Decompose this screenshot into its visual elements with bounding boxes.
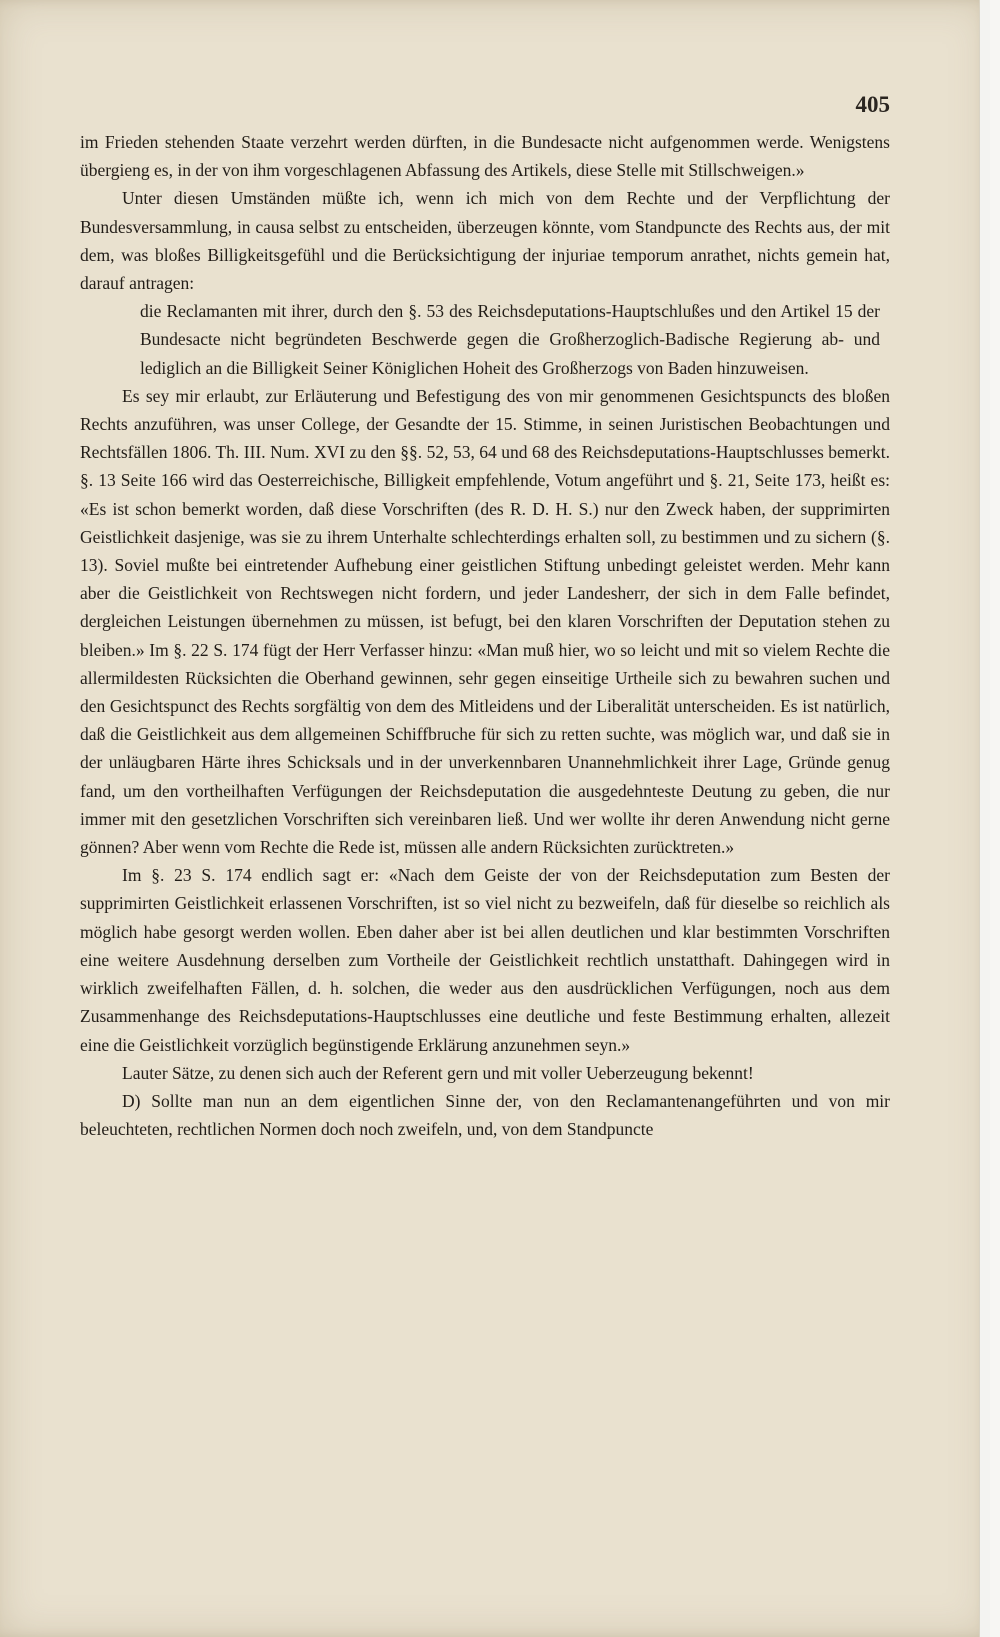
- paragraph-circumstances: Unter diesen Umständen müßte ich, wenn ich mich von dem Rechte und der Verpflichtung der Bundesversammlung, in causa selbst zu entscheiden, überzeugen könnte, vom Standpuncte des Rechts aus, der mit dem, was bloßes Billigkeitsgefühl und die Berücksichtigung der injuriae temporum anrathet, nichts gemein hat, darauf antragen:: [80, 188, 890, 294]
- page-number: 405: [855, 92, 890, 117]
- paragraph-quote-section-23: Im §. 23 S. 174 endlich sagt er: «Nach dem Geiste der von der Reichsdeputation zum Besten der supprimirten Geistlichkeit erlassenen Vorschriften, ist so viel nicht zu bezweifeln, daß für dieselbe so reichlich als möglich habe gesorgt werden wollen. Eben daher aber ist bei allen deutlichen und klar bestimmten Vorschriften eine weitere Ausdehnung derselben zum Vortheile der Geistlichkeit rechtlich unstatthaft. Dahingegen wird in wirklich zweifelhaften Fällen, d. h. solchen, die weder aus den ausdrücklichen Verfügungen, noch aus dem Zusammenhange des Reichsdeputations-Hauptschlusses eine deutliche und feste Bestimmung erhalten, allezeit eine die Geistlichkeit vorzüglich begünstigende Erklärung anzunehmen seyn.»: [80, 865, 890, 1055]
- paragraph-section-d: D) Sollte man nun an dem eigentlichen Sinne der, von den Reclamantenangeführten und von mir beleuchteten, rechtlichen Normen doch noch zweifeln, und, von dem Standpuncte: [80, 1090, 890, 1140]
- page-body: [80, 128, 890, 1143]
- paragraph-continuation: im Frieden stehenden Staate verzehrt werden dürften, in die Bundesacte nicht aufgenommen werde. Wenigstens übergieng es, in der von ihm vorgeschlagenen Abfassung des Artikels, diese Stelle mit Stillschweigen.»: [80, 132, 890, 181]
- paragraph-explanation: Es sey mir erlaubt, zur Erläuterung und Befestigung des von mir genommenen Gesichtspuncts des bloßen Rechts anzuführen, was unser College, der Gesandte der 15. Stimme, in seinen Juristischen Beobachtungen und Rechtsfällen 1806. Th. III. Num. XVI zu den §§. 52, 53, 64 und 68 des Reichsdeputations-Hauptschlusses bemerkt. §. 13 Seite 166 wird das Oesterreichische, Billigkeit empfehlende, Votum angeführt und §. 21, Seite 173, heißt es: «Es ist schon bemerkt worden, daß diese Vorschriften (des R. D. H. S.) nur den Zweck haben, der supprimirten Geistlichkeit dasjenige, was sie zu ihrem Unterhalte schlechterdings erhalten soll, zu bestimmen und zu sichern (§. 13). Soviel mußte bei eintretender Aufhebung einer geistlichen Stiftung unbedingt geleistet werden. Mehr kann aber die Geistlichkeit von Rechtswegen nicht fordern, und jeder Landesherr, der sich in dem Falle befindet, dergleichen Leistungen übernehmen zu müssen, ist befugt, bei den klaren Vorschriften der Deputation stehen zu bleiben.» Im §. 22 S. 174 fügt der Herr Verfasser hinzu: «Man muß hier, wo so leicht und mit so vielem Rechte die allermildesten Rücksichten die Oberhand gewinnen, sehr gegen einseitige Urtheile sich zu bewahren suchen und den Gesichtspunct des Rechts sorgfältig von dem des Mitleidens und der Liberalität unterscheiden. Es ist natürlich, daß die Geistlichkeit aus dem allgemeinen Schiffbruche für sich zu retten suchte, was möglich war, und daß sie in der unläugbaren Härte ihres Schicksals und in der unverkennbaren Unannehmlichkeit ihrer Lage, Gründe genug fand, um den vortheilhaften Verfügungen der Reichsdeputation die ausgedehnteste Deutung zu geben, die nur immer mit den gesetzlichen Vorschriften sich vereinbaren ließ. Und wer wollte ihr deren Anwendung nicht gerne gönnen? Aber wenn vom Rechte die Rede ist, müssen alle andern Rücksichten zurücktreten.»: [80, 385, 890, 858]
- paragraph-motion: die Reclamanten mit ihrer, durch den §. 53 des Reichsdeputations-Hauptschlußes und den Artikel 15 der Bundesacte nicht begründeten Beschwerde gegen die Großherzoglich-Badische Regierung ab- und lediglich an die Billigkeit Seiner Königlichen Hoheit des Großherzogs von Baden hinzuweisen.: [140, 301, 880, 378]
- page-edge: [979, 0, 990, 1637]
- paragraph-affirmation: Lauter Sätze, zu denen sich auch der Referent gern und mit voller Ueberzeugung bekennt!: [122, 1062, 754, 1083]
